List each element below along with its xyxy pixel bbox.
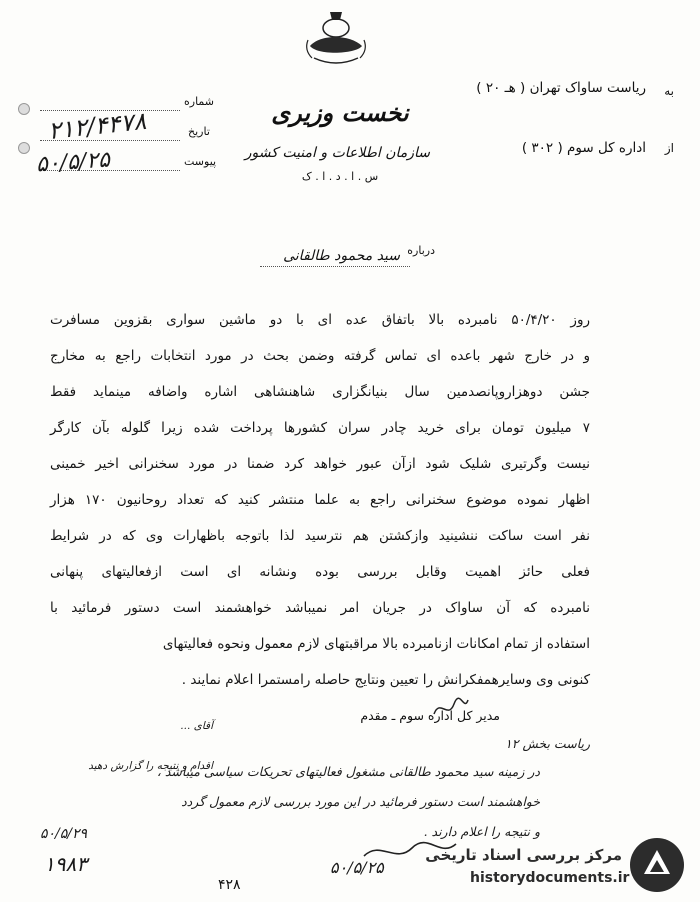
- margin-note: اقدام و نتیجه را گزارش دهید: [88, 760, 213, 772]
- page-number: ۴۲۸: [218, 877, 241, 893]
- handwritten-note: در زمینه سید محمود طالقانی مشغول فعالیتهای تحریکات سیاسی میباشد ،: [156, 764, 540, 779]
- punch-hole: [18, 103, 30, 115]
- body-line: روز ۵۰/۴/۲۰ نامبرده بالا باتفاق عده ای با دو ماشین سواری بقزوین مسافرت: [50, 312, 590, 328]
- history-documents-logo-icon: [628, 836, 686, 894]
- attachment-label: پیوست: [184, 155, 217, 168]
- margin-number: ۱۹۸۳: [44, 852, 87, 876]
- handwritten-note: و نتیجه را اعلام دارند .: [423, 824, 540, 839]
- punch-hole: [18, 142, 30, 154]
- margin-note: آقای ...: [180, 720, 213, 732]
- body-line: فعلی حائز اهمیت وقابل بررسی بوده ونشانه ای است ازفعالیتهای پنهانی: [50, 564, 590, 580]
- body-line: کنونی وی وسایرهمفکرانش را تعیین ونتایج حاصله رامستمرا اعلام نمایند .: [181, 672, 590, 688]
- from-text: اداره کل سوم ( ۳۰۲ ): [521, 140, 646, 156]
- body-line: نامبرده که آن ساواک در جریان امر نمیباشد خواهشمند است دستور فرمائید با: [50, 600, 590, 616]
- from-label: از: [664, 141, 674, 155]
- watermark-title: مرکز بررسی اسناد تاریخی: [425, 846, 622, 864]
- org-code: س . ا . د . ا . ک: [301, 170, 379, 183]
- org-subtitle: سازمان اطلاعات و امنیت کشور: [244, 145, 430, 161]
- subject-label: درباره: [407, 244, 435, 257]
- body-line: استفاده از تمام امکانات ازنامبرده بالا مراقبتهای لازم معمول ونحوه فعالیتهای: [162, 636, 590, 652]
- handwritten-note: ریاست بخش ۱۲: [505, 736, 590, 751]
- handwritten-date: ۵۰/۵/۲۵: [35, 147, 111, 178]
- org-name: نخست وزیری: [271, 98, 409, 127]
- watermark-url: historydocuments.ir: [470, 870, 630, 886]
- body-line: جشن دوهزاروپانصدمین سال بنیانگزاری شاهنشاهی اشاره واضافه مینماید فقط: [50, 384, 590, 400]
- signature-scribble-icon: [430, 694, 470, 724]
- body-line: نفر است ساکت ننشینید وازکشتن هم نترسید لذا باتوجه باظهارات وی که در شرایط: [50, 528, 590, 544]
- signature-line: مدیر کل اداره سوم ـ مقدم: [360, 708, 500, 723]
- subject-value: سید محمود طالقانی: [283, 248, 400, 264]
- body-line: اظهار نموده موضوع سخنرانی راجع به علما منتشر کنید که تعداد روحانیون ۱۷۰ هزار: [50, 492, 590, 508]
- handwritten-footer-date: ۵۰/۵/۲۵: [330, 858, 384, 877]
- handwritten-number: ۲۱۲/۴۴۷۸: [46, 106, 148, 146]
- to-label: به: [664, 84, 674, 98]
- body-line: و در خارج شهر باعده ای تماس گرفته وضمن بحث در مورد انتخابات راجع به مخارج: [50, 348, 590, 364]
- margin-date: ۵۰/۵/۲۹: [40, 826, 88, 842]
- handwritten-note: خواهشمند است دستور فرمائید در این مورد بررسی لازم معمول گردد: [181, 794, 540, 809]
- date-label: تاریخ: [188, 125, 210, 138]
- body-line: نیست وگرتیری شلیک شود ازآن عبور خواهد کرد ضمنا در مورد سخنرانی اخیر خمینی: [50, 456, 590, 472]
- to-text: ریاست ساواک تهران ( هـ ۲۰ ): [476, 80, 646, 96]
- number-label: شماره: [184, 95, 215, 108]
- subject-line: [260, 266, 410, 267]
- body-line: ۷ میلیون تومان برای خرید چادر سران کشورها پرداخت شده زیرا گلوله بآن کارگر: [50, 420, 590, 436]
- lion-and-sun-emblem-icon: [300, 6, 372, 68]
